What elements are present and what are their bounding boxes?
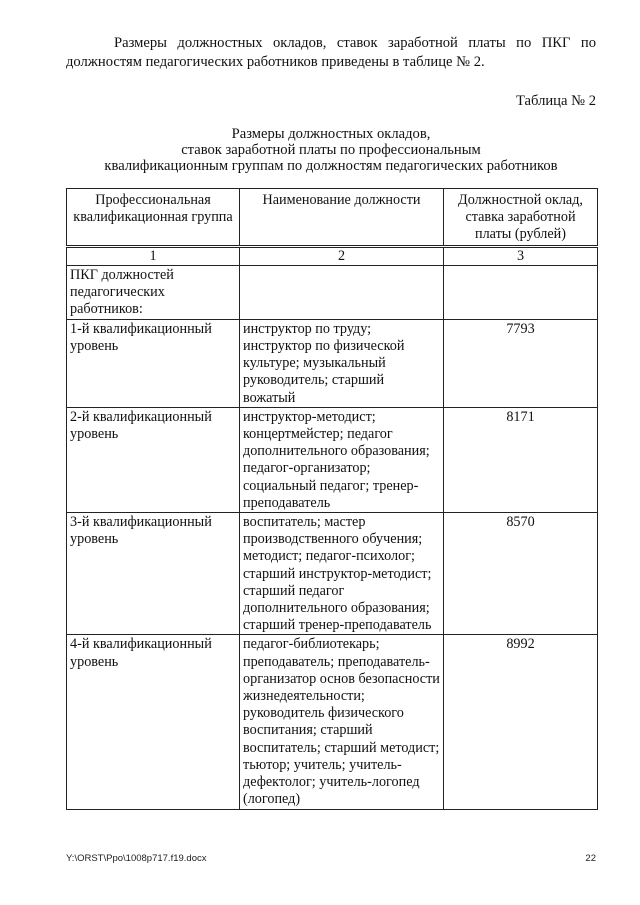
table-header-row <box>67 189 598 247</box>
table-row <box>67 407 598 512</box>
salary-table <box>66 188 598 810</box>
table-caption <box>66 126 596 174</box>
row-level: 1-й квалификационный уровень <box>67 319 240 407</box>
table-label: Таблица № 2 <box>516 93 596 109</box>
column-number-row <box>67 246 598 265</box>
header-salary: Должностной оклад, ставка заработной платы (рублей) <box>444 189 598 247</box>
intro-paragraph: Размеры должностных окладов, ставок заработной платы по ПКГ по должностям педагогических работников приведены в таблице № 2. <box>66 35 596 70</box>
row-salary: 8992 <box>444 635 598 809</box>
row-salary: 8171 <box>444 407 598 512</box>
row-level: 2-й квалификационный уровень <box>67 407 240 512</box>
column-number-3: 3 <box>444 246 598 265</box>
row-positions: педагог-библиотекарь; преподаватель; преподаватель-организатор основ безопасности жизнедеятельности; руководитель физического воспитания; старший воспитатель; старший методист; тьютор; учитель; учитель-дефектолог; учитель-логопед (логопед) <box>240 635 444 809</box>
caption-line-2: ставок заработной платы по профессиональным <box>181 142 481 158</box>
header-position-name: Наименование должности <box>240 189 444 247</box>
table-row <box>67 513 598 635</box>
row-level: 4-й квалификационный уровень <box>67 635 240 809</box>
header-qualification-group: Профессиональная квалификационная группа <box>67 189 240 247</box>
column-number-1: 1 <box>67 246 240 265</box>
row-positions: инструктор-методист; концертмейстер; педагог дополнительного образования; педагог-организатор; социальный педагог; тренер-преподаватель <box>240 407 444 512</box>
row-positions: инструктор по труду; инструктор по физической культуре; музыкальный руководитель; старший вожатый <box>240 319 444 407</box>
caption-line-1: Размеры должностных окладов, <box>231 126 431 142</box>
caption-line-3: квалификационным группам по должностям педагогических работников <box>104 158 558 174</box>
row-salary: 8570 <box>444 513 598 635</box>
table-row <box>67 319 598 407</box>
group-title: ПКГ должностей педагогических работников: <box>67 265 240 319</box>
group-title-empty-cell <box>444 265 598 319</box>
table-row <box>67 635 598 809</box>
group-title-empty-cell <box>240 265 444 319</box>
column-number-2: 2 <box>240 246 444 265</box>
row-positions: воспитатель; мастер производственного обучения; методист; педагог-психолог; старший инструктор-методист; старший педагог дополнительного образования; старший тренер-преподаватель <box>240 513 444 635</box>
footer-file-path: Y:\ORST\Ppo\1008p717.f19.docx <box>66 853 207 864</box>
row-salary: 7793 <box>444 319 598 407</box>
group-title-row <box>67 265 598 319</box>
footer-page-number: 22 <box>585 853 596 864</box>
row-level: 3-й квалификационный уровень <box>67 513 240 635</box>
